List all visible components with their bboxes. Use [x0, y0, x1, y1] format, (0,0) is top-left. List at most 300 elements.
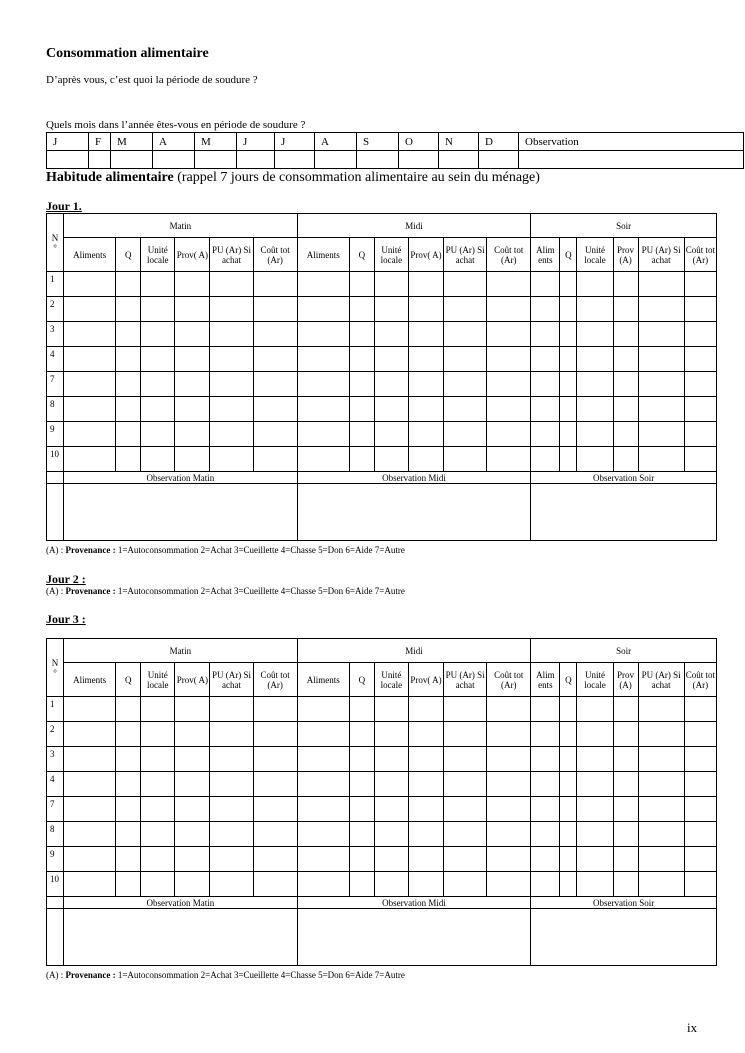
- entry-cell[interactable]: [444, 272, 487, 297]
- entry-cell[interactable]: [684, 347, 716, 372]
- entry-cell[interactable]: [577, 297, 613, 322]
- entry-cell[interactable]: [487, 422, 531, 447]
- entry-cell[interactable]: [141, 272, 175, 297]
- entry-cell[interactable]: [487, 697, 531, 722]
- entry-cell[interactable]: [531, 272, 560, 297]
- month-entry-cell[interactable]: [479, 151, 519, 169]
- entry-cell[interactable]: [297, 697, 349, 722]
- entry-cell[interactable]: [684, 747, 716, 772]
- entry-cell[interactable]: [210, 372, 253, 397]
- entry-cell[interactable]: [444, 722, 487, 747]
- entry-cell[interactable]: [64, 422, 116, 447]
- entry-cell[interactable]: [253, 747, 297, 772]
- entry-cell[interactable]: [64, 347, 116, 372]
- entry-cell[interactable]: [253, 447, 297, 472]
- entry-cell[interactable]: [116, 797, 141, 822]
- entry-cell[interactable]: [374, 872, 408, 897]
- entry-cell[interactable]: [116, 347, 141, 372]
- observation-entry-cell[interactable]: [297, 484, 531, 541]
- entry-cell[interactable]: [613, 272, 638, 297]
- entry-cell[interactable]: [444, 747, 487, 772]
- entry-cell[interactable]: [175, 822, 210, 847]
- entry-cell[interactable]: [297, 422, 349, 447]
- entry-cell[interactable]: [175, 347, 210, 372]
- entry-cell[interactable]: [374, 372, 408, 397]
- entry-cell[interactable]: [613, 797, 638, 822]
- entry-cell[interactable]: [638, 697, 684, 722]
- month-entry-cell[interactable]: [153, 151, 195, 169]
- entry-cell[interactable]: [374, 297, 408, 322]
- entry-cell[interactable]: [64, 297, 116, 322]
- entry-cell[interactable]: [210, 847, 253, 872]
- entry-cell[interactable]: [349, 722, 374, 747]
- entry-cell[interactable]: [64, 722, 116, 747]
- entry-cell[interactable]: [175, 872, 210, 897]
- entry-cell[interactable]: [444, 422, 487, 447]
- entry-cell[interactable]: [613, 322, 638, 347]
- entry-cell[interactable]: [116, 272, 141, 297]
- entry-cell[interactable]: [487, 772, 531, 797]
- entry-cell[interactable]: [408, 722, 443, 747]
- entry-cell[interactable]: [487, 822, 531, 847]
- entry-cell[interactable]: [638, 347, 684, 372]
- entry-cell[interactable]: [560, 847, 577, 872]
- entry-cell[interactable]: [116, 397, 141, 422]
- entry-cell[interactable]: [684, 697, 716, 722]
- entry-cell[interactable]: [684, 872, 716, 897]
- entry-cell[interactable]: [116, 297, 141, 322]
- entry-cell[interactable]: [64, 322, 116, 347]
- entry-cell[interactable]: [577, 722, 613, 747]
- entry-cell[interactable]: [349, 697, 374, 722]
- month-entry-cell[interactable]: [111, 151, 153, 169]
- entry-cell[interactable]: [175, 372, 210, 397]
- entry-cell[interactable]: [408, 297, 443, 322]
- entry-cell[interactable]: [210, 797, 253, 822]
- entry-cell[interactable]: [560, 422, 577, 447]
- entry-cell[interactable]: [613, 747, 638, 772]
- entry-cell[interactable]: [374, 397, 408, 422]
- entry-cell[interactable]: [487, 447, 531, 472]
- entry-cell[interactable]: [444, 872, 487, 897]
- entry-cell[interactable]: [253, 272, 297, 297]
- entry-cell[interactable]: [408, 747, 443, 772]
- entry-cell[interactable]: [684, 822, 716, 847]
- entry-cell[interactable]: [487, 322, 531, 347]
- entry-cell[interactable]: [297, 347, 349, 372]
- entry-cell[interactable]: [253, 422, 297, 447]
- entry-cell[interactable]: [487, 347, 531, 372]
- entry-cell[interactable]: [175, 297, 210, 322]
- entry-cell[interactable]: [141, 297, 175, 322]
- entry-cell[interactable]: [297, 772, 349, 797]
- entry-cell[interactable]: [141, 797, 175, 822]
- entry-cell[interactable]: [349, 872, 374, 897]
- month-entry-cell[interactable]: [47, 151, 89, 169]
- observation-entry-cell[interactable]: [64, 484, 298, 541]
- entry-cell[interactable]: [613, 722, 638, 747]
- observation-entry-cell[interactable]: [64, 909, 298, 966]
- entry-cell[interactable]: [141, 422, 175, 447]
- entry-cell[interactable]: [116, 772, 141, 797]
- month-entry-cell[interactable]: [89, 151, 111, 169]
- entry-cell[interactable]: [374, 797, 408, 822]
- entry-cell[interactable]: [210, 747, 253, 772]
- entry-cell[interactable]: [531, 697, 560, 722]
- entry-cell[interactable]: [141, 847, 175, 872]
- entry-cell[interactable]: [684, 847, 716, 872]
- entry-cell[interactable]: [684, 272, 716, 297]
- entry-cell[interactable]: [253, 397, 297, 422]
- entry-cell[interactable]: [64, 847, 116, 872]
- entry-cell[interactable]: [638, 297, 684, 322]
- entry-cell[interactable]: [253, 872, 297, 897]
- entry-cell[interactable]: [141, 447, 175, 472]
- entry-cell[interactable]: [638, 397, 684, 422]
- entry-cell[interactable]: [297, 847, 349, 872]
- entry-cell[interactable]: [349, 322, 374, 347]
- entry-cell[interactable]: [613, 847, 638, 872]
- entry-cell[interactable]: [116, 822, 141, 847]
- entry-cell[interactable]: [560, 347, 577, 372]
- entry-cell[interactable]: [253, 297, 297, 322]
- entry-cell[interactable]: [487, 297, 531, 322]
- entry-cell[interactable]: [141, 322, 175, 347]
- entry-cell[interactable]: [531, 347, 560, 372]
- entry-cell[interactable]: [349, 747, 374, 772]
- entry-cell[interactable]: [577, 797, 613, 822]
- entry-cell[interactable]: [141, 747, 175, 772]
- entry-cell[interactable]: [638, 372, 684, 397]
- entry-cell[interactable]: [141, 372, 175, 397]
- entry-cell[interactable]: [297, 397, 349, 422]
- entry-cell[interactable]: [210, 272, 253, 297]
- entry-cell[interactable]: [253, 772, 297, 797]
- entry-cell[interactable]: [349, 297, 374, 322]
- entry-cell[interactable]: [175, 322, 210, 347]
- entry-cell[interactable]: [577, 322, 613, 347]
- entry-cell[interactable]: [253, 322, 297, 347]
- entry-cell[interactable]: [374, 822, 408, 847]
- entry-cell[interactable]: [408, 822, 443, 847]
- entry-cell[interactable]: [297, 872, 349, 897]
- entry-cell[interactable]: [444, 797, 487, 822]
- entry-cell[interactable]: [141, 347, 175, 372]
- entry-cell[interactable]: [141, 872, 175, 897]
- entry-cell[interactable]: [560, 797, 577, 822]
- entry-cell[interactable]: [444, 447, 487, 472]
- entry-cell[interactable]: [64, 397, 116, 422]
- entry-cell[interactable]: [684, 422, 716, 447]
- entry-cell[interactable]: [175, 722, 210, 747]
- entry-cell[interactable]: [531, 372, 560, 397]
- entry-cell[interactable]: [638, 872, 684, 897]
- entry-cell[interactable]: [297, 297, 349, 322]
- entry-cell[interactable]: [210, 347, 253, 372]
- entry-cell[interactable]: [64, 872, 116, 897]
- entry-cell[interactable]: [408, 872, 443, 897]
- entry-cell[interactable]: [577, 447, 613, 472]
- entry-cell[interactable]: [408, 447, 443, 472]
- entry-cell[interactable]: [374, 747, 408, 772]
- entry-cell[interactable]: [577, 347, 613, 372]
- entry-cell[interactable]: [531, 422, 560, 447]
- entry-cell[interactable]: [116, 322, 141, 347]
- entry-cell[interactable]: [374, 347, 408, 372]
- entry-cell[interactable]: [684, 322, 716, 347]
- entry-cell[interactable]: [613, 872, 638, 897]
- entry-cell[interactable]: [613, 297, 638, 322]
- entry-cell[interactable]: [408, 697, 443, 722]
- entry-cell[interactable]: [116, 422, 141, 447]
- entry-cell[interactable]: [613, 772, 638, 797]
- entry-cell[interactable]: [684, 722, 716, 747]
- entry-cell[interactable]: [175, 272, 210, 297]
- entry-cell[interactable]: [560, 372, 577, 397]
- entry-cell[interactable]: [577, 697, 613, 722]
- entry-cell[interactable]: [560, 822, 577, 847]
- entry-cell[interactable]: [297, 372, 349, 397]
- entry-cell[interactable]: [613, 422, 638, 447]
- entry-cell[interactable]: [349, 822, 374, 847]
- entry-cell[interactable]: [684, 372, 716, 397]
- entry-cell[interactable]: [577, 847, 613, 872]
- entry-cell[interactable]: [349, 347, 374, 372]
- entry-cell[interactable]: [444, 772, 487, 797]
- entry-cell[interactable]: [487, 372, 531, 397]
- entry-cell[interactable]: [175, 447, 210, 472]
- entry-cell[interactable]: [253, 822, 297, 847]
- entry-cell[interactable]: [638, 272, 684, 297]
- entry-cell[interactable]: [374, 697, 408, 722]
- entry-cell[interactable]: [210, 297, 253, 322]
- entry-cell[interactable]: [141, 397, 175, 422]
- entry-cell[interactable]: [444, 322, 487, 347]
- entry-cell[interactable]: [210, 772, 253, 797]
- entry-cell[interactable]: [210, 447, 253, 472]
- entry-cell[interactable]: [531, 297, 560, 322]
- entry-cell[interactable]: [577, 822, 613, 847]
- entry-cell[interactable]: [487, 847, 531, 872]
- entry-cell[interactable]: [64, 697, 116, 722]
- entry-cell[interactable]: [531, 447, 560, 472]
- entry-cell[interactable]: [531, 397, 560, 422]
- entry-cell[interactable]: [531, 722, 560, 747]
- entry-cell[interactable]: [577, 272, 613, 297]
- observation-entry-cell[interactable]: [519, 151, 744, 169]
- entry-cell[interactable]: [116, 872, 141, 897]
- entry-cell[interactable]: [408, 372, 443, 397]
- entry-cell[interactable]: [297, 822, 349, 847]
- entry-cell[interactable]: [577, 772, 613, 797]
- entry-cell[interactable]: [297, 722, 349, 747]
- entry-cell[interactable]: [297, 322, 349, 347]
- entry-cell[interactable]: [444, 297, 487, 322]
- month-entry-cell[interactable]: [237, 151, 275, 169]
- entry-cell[interactable]: [408, 772, 443, 797]
- entry-cell[interactable]: [116, 372, 141, 397]
- entry-cell[interactable]: [560, 872, 577, 897]
- entry-cell[interactable]: [374, 322, 408, 347]
- month-entry-cell[interactable]: [315, 151, 357, 169]
- entry-cell[interactable]: [560, 397, 577, 422]
- entry-cell[interactable]: [531, 872, 560, 897]
- entry-cell[interactable]: [531, 747, 560, 772]
- entry-cell[interactable]: [638, 447, 684, 472]
- observation-entry-cell[interactable]: [531, 909, 717, 966]
- entry-cell[interactable]: [349, 422, 374, 447]
- entry-cell[interactable]: [638, 797, 684, 822]
- entry-cell[interactable]: [577, 372, 613, 397]
- entry-cell[interactable]: [408, 797, 443, 822]
- entry-cell[interactable]: [444, 697, 487, 722]
- entry-cell[interactable]: [531, 797, 560, 822]
- entry-cell[interactable]: [444, 347, 487, 372]
- observation-entry-cell[interactable]: [297, 909, 531, 966]
- entry-cell[interactable]: [577, 397, 613, 422]
- entry-cell[interactable]: [560, 722, 577, 747]
- entry-cell[interactable]: [175, 797, 210, 822]
- entry-cell[interactable]: [487, 722, 531, 747]
- entry-cell[interactable]: [684, 797, 716, 822]
- entry-cell[interactable]: [64, 772, 116, 797]
- month-entry-cell[interactable]: [195, 151, 237, 169]
- entry-cell[interactable]: [210, 422, 253, 447]
- entry-cell[interactable]: [408, 422, 443, 447]
- entry-cell[interactable]: [560, 447, 577, 472]
- observation-entry-cell[interactable]: [531, 484, 717, 541]
- entry-cell[interactable]: [560, 322, 577, 347]
- entry-cell[interactable]: [253, 722, 297, 747]
- entry-cell[interactable]: [349, 772, 374, 797]
- entry-cell[interactable]: [141, 772, 175, 797]
- entry-cell[interactable]: [531, 822, 560, 847]
- entry-cell[interactable]: [349, 272, 374, 297]
- entry-cell[interactable]: [487, 397, 531, 422]
- entry-cell[interactable]: [253, 697, 297, 722]
- entry-cell[interactable]: [444, 397, 487, 422]
- entry-cell[interactable]: [116, 697, 141, 722]
- entry-cell[interactable]: [175, 697, 210, 722]
- entry-cell[interactable]: [531, 322, 560, 347]
- entry-cell[interactable]: [577, 872, 613, 897]
- entry-cell[interactable]: [613, 372, 638, 397]
- entry-cell[interactable]: [577, 747, 613, 772]
- entry-cell[interactable]: [684, 447, 716, 472]
- entry-cell[interactable]: [613, 397, 638, 422]
- entry-cell[interactable]: [638, 772, 684, 797]
- entry-cell[interactable]: [560, 772, 577, 797]
- month-entry-cell[interactable]: [399, 151, 439, 169]
- entry-cell[interactable]: [487, 872, 531, 897]
- month-entry-cell[interactable]: [275, 151, 315, 169]
- entry-cell[interactable]: [560, 697, 577, 722]
- entry-cell[interactable]: [560, 272, 577, 297]
- entry-cell[interactable]: [64, 447, 116, 472]
- entry-cell[interactable]: [64, 797, 116, 822]
- entry-cell[interactable]: [297, 797, 349, 822]
- entry-cell[interactable]: [210, 697, 253, 722]
- entry-cell[interactable]: [253, 847, 297, 872]
- entry-cell[interactable]: [116, 722, 141, 747]
- entry-cell[interactable]: [408, 347, 443, 372]
- entry-cell[interactable]: [141, 722, 175, 747]
- entry-cell[interactable]: [531, 772, 560, 797]
- entry-cell[interactable]: [487, 272, 531, 297]
- entry-cell[interactable]: [64, 747, 116, 772]
- entry-cell[interactable]: [64, 822, 116, 847]
- entry-cell[interactable]: [408, 397, 443, 422]
- entry-cell[interactable]: [253, 347, 297, 372]
- entry-cell[interactable]: [684, 297, 716, 322]
- entry-cell[interactable]: [349, 447, 374, 472]
- entry-cell[interactable]: [253, 797, 297, 822]
- entry-cell[interactable]: [374, 847, 408, 872]
- entry-cell[interactable]: [116, 747, 141, 772]
- entry-cell[interactable]: [349, 797, 374, 822]
- entry-cell[interactable]: [613, 347, 638, 372]
- entry-cell[interactable]: [577, 422, 613, 447]
- entry-cell[interactable]: [210, 722, 253, 747]
- entry-cell[interactable]: [210, 822, 253, 847]
- entry-cell[interactable]: [64, 372, 116, 397]
- entry-cell[interactable]: [210, 322, 253, 347]
- entry-cell[interactable]: [613, 447, 638, 472]
- entry-cell[interactable]: [444, 847, 487, 872]
- entry-cell[interactable]: [613, 822, 638, 847]
- entry-cell[interactable]: [684, 772, 716, 797]
- entry-cell[interactable]: [487, 747, 531, 772]
- entry-cell[interactable]: [638, 322, 684, 347]
- entry-cell[interactable]: [638, 822, 684, 847]
- entry-cell[interactable]: [444, 822, 487, 847]
- entry-cell[interactable]: [531, 847, 560, 872]
- entry-cell[interactable]: [487, 797, 531, 822]
- entry-cell[interactable]: [210, 397, 253, 422]
- entry-cell[interactable]: [297, 447, 349, 472]
- entry-cell[interactable]: [684, 397, 716, 422]
- entry-cell[interactable]: [116, 447, 141, 472]
- entry-cell[interactable]: [444, 372, 487, 397]
- entry-cell[interactable]: [638, 747, 684, 772]
- entry-cell[interactable]: [638, 847, 684, 872]
- entry-cell[interactable]: [210, 872, 253, 897]
- entry-cell[interactable]: [408, 847, 443, 872]
- entry-cell[interactable]: [297, 747, 349, 772]
- entry-cell[interactable]: [374, 422, 408, 447]
- month-entry-cell[interactable]: [439, 151, 479, 169]
- entry-cell[interactable]: [374, 772, 408, 797]
- entry-cell[interactable]: [141, 822, 175, 847]
- entry-cell[interactable]: [560, 747, 577, 772]
- entry-cell[interactable]: [374, 722, 408, 747]
- entry-cell[interactable]: [175, 847, 210, 872]
- entry-cell[interactable]: [175, 422, 210, 447]
- entry-cell[interactable]: [64, 272, 116, 297]
- entry-cell[interactable]: [638, 722, 684, 747]
- entry-cell[interactable]: [175, 397, 210, 422]
- entry-cell[interactable]: [613, 697, 638, 722]
- entry-cell[interactable]: [374, 272, 408, 297]
- entry-cell[interactable]: [175, 747, 210, 772]
- entry-cell[interactable]: [408, 322, 443, 347]
- month-entry-cell[interactable]: [357, 151, 399, 169]
- entry-cell[interactable]: [408, 272, 443, 297]
- entry-cell[interactable]: [349, 397, 374, 422]
- entry-cell[interactable]: [638, 422, 684, 447]
- entry-cell[interactable]: [297, 272, 349, 297]
- entry-cell[interactable]: [175, 772, 210, 797]
